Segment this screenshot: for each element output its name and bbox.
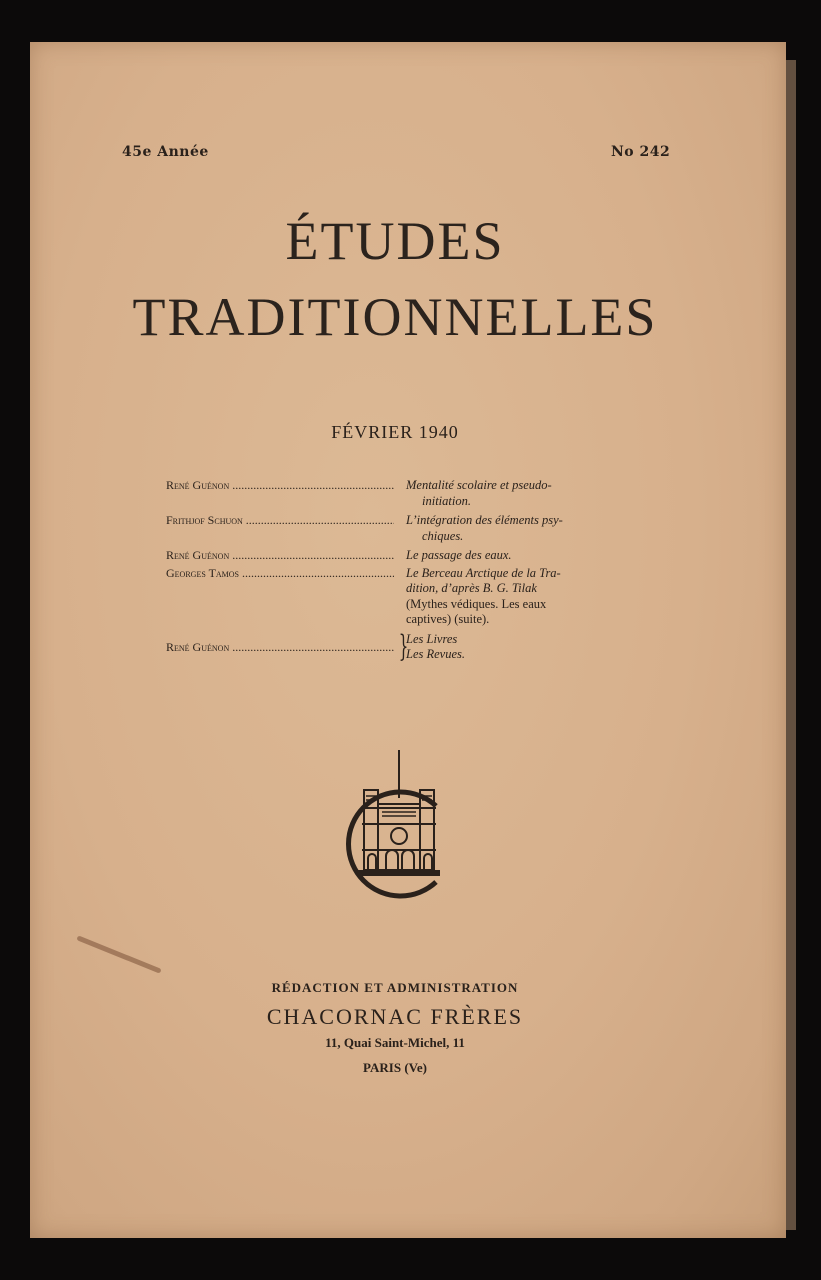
toc-article [406,513,626,544]
toc-author: René Guénon ..... [166,478,394,494]
issue-date: FÉVRIER 1940 [331,422,459,442]
chacornac-cathedral-logo-icon [336,750,456,900]
toc-row [166,628,626,664]
toc-article-line: Mentalité scolaire et pseudo- [406,478,552,492]
toc-author: René Guénon ..... [166,548,394,564]
toc-row [166,566,626,628]
publisher-address: 11, Quai Saint-Michel, 11 [325,1035,465,1050]
toc-article [406,478,626,509]
brace-icon: } [398,628,409,664]
toc-row [166,478,626,509]
toc-article-line: Le Berceau Arctique de la Tra- [406,565,561,580]
toc-article-line: Les Revues. [406,647,466,661]
title-line-2: TRADITIONNELLES [132,287,658,347]
editorial-label: RÉDACTION ET ADMINISTRATION [271,980,519,995]
year-label: 45e Année [122,144,209,160]
title-line-1: ÉTUDES [285,211,505,271]
toc-article-line: captives) (suite). [406,612,490,626]
toc-article-line: dition, d’après B. G. Tilak [406,581,537,595]
toc-row [166,513,626,544]
toc-article-line: initiation. [422,493,471,508]
toc-article-line: (Mythes védiques. Les eaux [406,596,547,611]
toc-article [406,632,626,663]
toc-article-line: L’intégration des éléments psy- [406,513,563,527]
stain-mark [76,935,161,973]
page-edge-shadow [786,60,796,1230]
toc-article-line: chiques. [422,528,464,543]
toc-author: Georges Tamos ..... [166,566,394,582]
publisher-name: CHACORNAC FRÈRES [266,1004,524,1029]
table-of-contents [166,478,626,663]
toc-row [166,548,626,564]
toc-article-line: Le passage des eaux. [406,548,512,562]
toc-author: Frithjof Schuon ..... [166,513,394,529]
journal-cover [30,42,786,1238]
publisher-city: PARIS (Ve) [363,1060,427,1075]
issue-number: No 242 [611,144,671,160]
toc-author: René Guénon ..... [166,640,394,656]
toc-article-line: Les Livres [406,631,458,646]
toc-article [406,548,626,564]
toc-article [406,566,626,628]
